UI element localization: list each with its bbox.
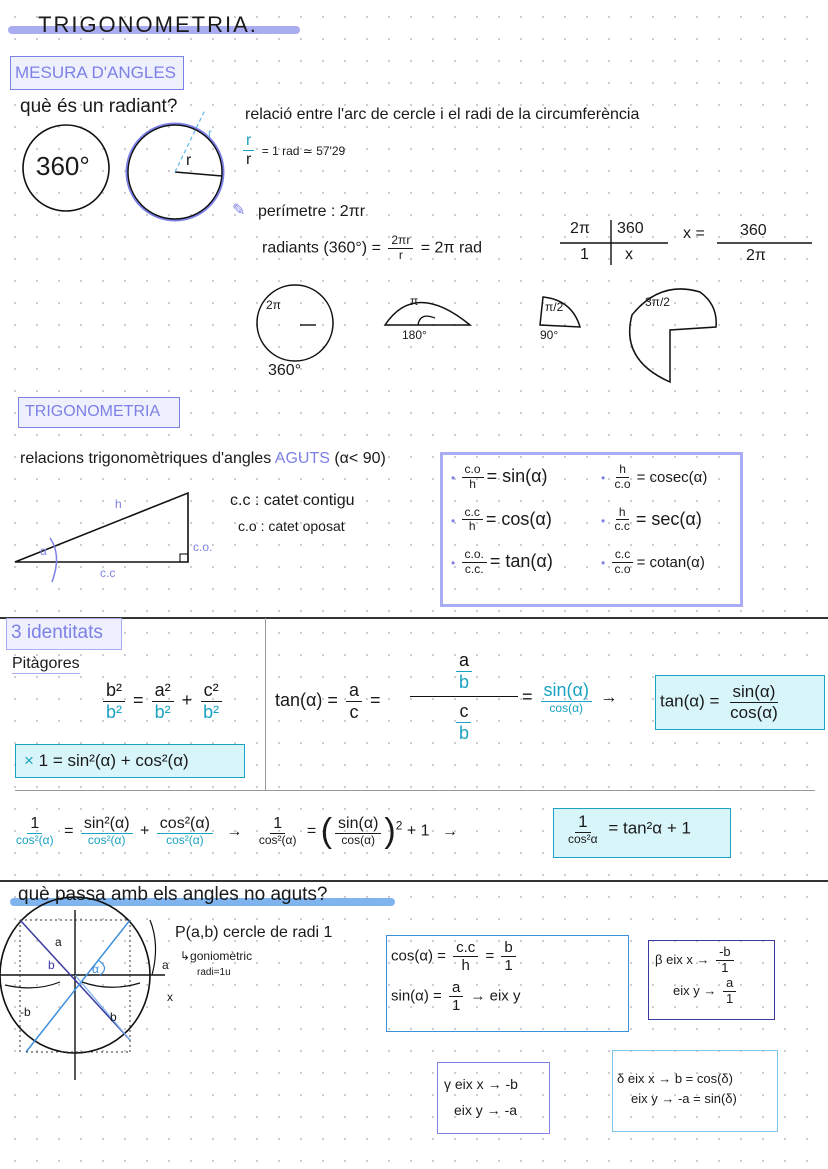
shape-label-pi-2: π/2 (545, 300, 564, 314)
equals: = (64, 822, 74, 840)
frac-den: cos²(α) (16, 833, 54, 848)
arrow-right-icon: → (442, 822, 458, 840)
ratio-numerator: r (243, 132, 254, 151)
ratio-den: h (468, 519, 476, 534)
arrow-right-icon: → (226, 822, 243, 840)
ratio-result: = cos(α) (485, 508, 552, 529)
gamma-box (437, 1062, 550, 1134)
delta-symbol: δ (617, 1071, 625, 1086)
pyth-den: b² (106, 701, 123, 722)
ratio-num: c.c (462, 506, 483, 521)
point-description: P(a,b) cercle de radi 1 (175, 924, 333, 941)
frac-num: 1 (270, 815, 285, 834)
table-cell: 1 (580, 246, 589, 263)
goniometric-label: ↳goniomètric (180, 949, 253, 963)
gamma-y: eix y → -a (454, 1102, 518, 1118)
shape-label-pi: π (410, 294, 419, 308)
cos-den-2: 1 (504, 957, 513, 975)
ratio-den: c.c. (464, 561, 484, 576)
pythagoras-label: Pitàgores (12, 655, 80, 672)
pyth-num: c² (201, 680, 222, 702)
identity-3-den: cos²α (568, 831, 598, 846)
shape-label-2pi: 2π (266, 298, 281, 312)
ratio-result: = cotan(α) (636, 554, 705, 572)
frac-den: cos²(α) (166, 833, 204, 848)
equals: = (369, 689, 381, 710)
num-den: b (458, 671, 469, 692)
frac-num: cos²(α) (157, 815, 213, 834)
circle-label-b-right: b (110, 1010, 117, 1024)
frac-den: cos²(α) (87, 833, 126, 848)
radiants-den: r (398, 247, 403, 262)
frac-den: cos²(α) (258, 833, 297, 848)
pen-scribble-icon: ✎ (232, 202, 246, 219)
ratio-result: = 1 rad ≃ 57'29 (261, 144, 346, 159)
beta-x-num: -b (716, 945, 734, 961)
ratio-num: c.o. (462, 548, 487, 563)
ratio-result: = tan(α) (489, 551, 553, 572)
ratio-denominator: r (246, 151, 252, 169)
radian-question: què és un radiant? (20, 96, 178, 117)
beta-y: eix y → (673, 982, 717, 998)
beta-y-den: 1 (725, 990, 734, 1006)
ratio-result: = sec(α) (635, 508, 702, 529)
ratio-sin: • $\frac{c.o}{h}$ = sin(α) (451, 462, 548, 491)
identity-1: 1 = sin²(α) + cos²(α) (38, 751, 189, 770)
identity-2-lhs: tan(α) = (660, 691, 720, 711)
ratio-den: c.o (614, 561, 631, 576)
ratio-num: c.c (612, 548, 633, 563)
ratio-sec: • $\frac{h}{c.c}$ = sec(α) (601, 504, 702, 534)
ratio-num: h (616, 463, 629, 478)
frac-num: sin(α) (335, 815, 381, 834)
adjacent-label: c.c (100, 566, 116, 580)
pyth-num: b² (103, 680, 125, 702)
angle-alpha-label: α (40, 544, 47, 558)
cos-lhs: cos(α) = (391, 947, 446, 965)
x-label: x = (683, 225, 705, 242)
ratio-cotan: • $\frac{c.c}{c.o}$ = cotan(α) (601, 547, 705, 576)
beta-x: eix x → (666, 951, 710, 967)
hypotenuse-label: h (115, 497, 122, 511)
section-heading-non-acute: què passa amb els angles no aguts? (18, 884, 328, 905)
ratio-den: h (469, 476, 476, 491)
relations-text: relacions trigonomètriques d'angles (20, 450, 272, 467)
radiants-label: radiants (360°) = (262, 239, 381, 257)
page-title: TRIGONOMETRIA. (38, 12, 258, 37)
cos-sin-box (386, 935, 629, 1032)
ratio-result: = cosec(α) (636, 469, 708, 487)
beta-x-den: 1 (721, 959, 729, 975)
radius-label: r (186, 152, 192, 169)
acute-condition: (α< 90) (334, 450, 386, 467)
radian-definition: relació entre l'arc de cercle i el radi de la circumferència (245, 106, 640, 123)
identity-3-derivation: $\frac{1}{\text{cos²(α)}}$ = $\frac{\text{sin²(α)}}{\text{cos²(α)}}$ + $\frac{\text{cos²(α)}}{\text{cos²(α)}}$ → $\frac{1}{\text{cos²(α)}}$ = ( $\frac{\sin(\alpha)}{\cos(\alpha)}$ )$^2$ + 1 → (10, 812, 458, 851)
perimeter-formula: perímetre : 2πr (258, 203, 366, 220)
x-numerator: 360 (740, 222, 767, 239)
ratio-num: c.o (462, 463, 484, 478)
acute-label: AGUTS (274, 450, 330, 467)
arc-label: r (208, 126, 212, 140)
equals: = (485, 947, 495, 965)
shape-label-180: 180° (402, 328, 427, 342)
delta-x: eix x → b = cos(δ) (627, 1071, 733, 1086)
identity-2-num: sin(α) (730, 682, 779, 703)
sin-num: a (449, 979, 463, 997)
circle-label-b: b (48, 958, 55, 972)
star-mark-icon: × (24, 751, 34, 770)
sc-den: cos(α) (549, 700, 584, 715)
adjacent-definition: c.c : catet contigu (230, 492, 355, 509)
ratio-den: c.c (614, 519, 630, 534)
table-cell: 2π (570, 220, 590, 237)
beta-y-num: a (723, 976, 736, 992)
shape-label-360: 360° (268, 362, 302, 379)
circle-label-alpha: α (92, 962, 99, 976)
pyth-num: a² (152, 680, 174, 702)
table-cell: x (625, 246, 633, 263)
plus-one: + 1 (406, 822, 430, 840)
num-num: a (456, 650, 472, 672)
sc-num: sin(α) (541, 680, 592, 702)
ratio-num: h (616, 506, 629, 521)
cos-num-2: b (501, 939, 515, 957)
ratio-result: = sin(α) (486, 466, 548, 487)
radiants-num: 2πr (388, 234, 413, 249)
section-heading-mesura: MESURA D'ANGLES (10, 56, 184, 90)
circle-label-a-side: a (162, 958, 169, 972)
ratio-tan: • $\frac{c.o.}{c.c.}$ = tan(α) (451, 547, 553, 576)
identity-3-rhs: = tan²α + 1 (608, 818, 691, 838)
section-heading-identitats: 3 identitats (6, 618, 122, 650)
axis-x-label: x (167, 990, 173, 1004)
opposite-label: c.o. (193, 540, 213, 554)
cos-den: h (461, 957, 470, 975)
sin-lhs: sin(α) = (391, 987, 442, 1005)
identity-2-den: cos(α) (730, 702, 778, 722)
ratio-den: c.o (614, 476, 631, 491)
sin-den: 1 (451, 996, 461, 1014)
tan-den: c (349, 701, 359, 722)
den-num: c (456, 701, 471, 723)
delta-box (612, 1050, 778, 1132)
x-denominator: 2π (746, 247, 766, 264)
pyth-den: b² (154, 701, 171, 722)
ratio-cosec: • $\frac{h}{c.o}$ = cosec(α) (601, 462, 708, 491)
gamma-x: eix x → -b (454, 1076, 518, 1092)
cos-num: c.c (453, 939, 478, 957)
circle-360-label: 360° (36, 151, 90, 181)
tan-lhs: tan(α) = (275, 689, 338, 710)
sin-axis-y: → eix y (470, 987, 521, 1005)
opposite-definition: c.o : catet oposat (238, 518, 345, 534)
plus: + (181, 689, 193, 710)
shape-label-90: 90° (540, 328, 559, 342)
circle-label-a: a (55, 935, 62, 949)
shape-label-3pi-2: 3π/2 (645, 295, 670, 309)
radiants-result: = 2π rad (420, 239, 483, 257)
beta-symbol: β (655, 951, 663, 967)
radius-unit-label: radi=1u (197, 967, 231, 978)
delta-y: eix y → -a = sin(δ) (631, 1091, 737, 1106)
frac-num: sin²(α) (81, 815, 133, 834)
arrow-right-icon: → (599, 686, 618, 707)
equals: = (522, 686, 533, 707)
ratio-cos: • $\frac{c.c}{h}$ = cos(α) (451, 504, 552, 534)
den-den: b (458, 723, 469, 744)
exponent: 2 (395, 818, 403, 833)
frac-den: cos(α) (341, 833, 376, 848)
beta-box (648, 940, 775, 1020)
frac-num: 1 (27, 815, 42, 834)
gamma-symbol: γ (444, 1076, 451, 1092)
equals: = (133, 689, 144, 710)
circle-label-neg-b: -b (20, 1005, 31, 1019)
table-cell: 360 (617, 220, 644, 237)
pyth-den: b² (203, 701, 220, 722)
equals: = (306, 822, 317, 840)
plus: + (140, 822, 150, 840)
tan-num: a (346, 680, 362, 702)
section-heading-trigonometria: TRIGONOMETRIA (18, 397, 180, 428)
identity-3-num: 1 (575, 812, 590, 833)
